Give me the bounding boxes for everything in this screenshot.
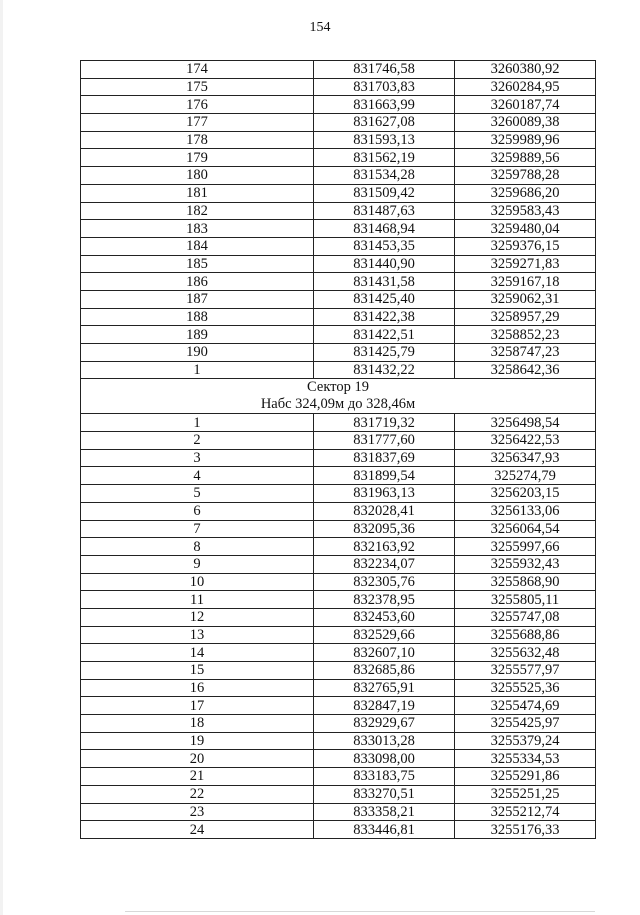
table-row [81, 96, 596, 114]
coordinate-y: 3255932,43 [455, 555, 596, 573]
coordinate-y: 3255291,86 [455, 768, 596, 786]
coordinate-y: 3259889,56 [455, 149, 596, 167]
table-row [81, 131, 596, 149]
table-row [81, 750, 596, 768]
point-number: 188 [81, 308, 314, 326]
table-row [81, 538, 596, 556]
point-number: 21 [81, 768, 314, 786]
coordinate-x: 833358,21 [314, 803, 455, 821]
table-row [81, 573, 596, 591]
coordinate-y: 3259167,18 [455, 273, 596, 291]
coordinate-x: 831422,51 [314, 326, 455, 344]
coordinate-x: 831963,13 [314, 485, 455, 503]
point-number: 11 [81, 591, 314, 609]
coordinate-y: 3259686,20 [455, 184, 596, 202]
table-row [81, 732, 596, 750]
table-row [81, 644, 596, 662]
coordinate-y: 3256203,15 [455, 485, 596, 503]
point-number: 3 [81, 449, 314, 467]
table-row [81, 785, 596, 803]
table-row [81, 467, 596, 485]
table-row [81, 449, 596, 467]
coordinate-y: 3255868,90 [455, 573, 596, 591]
table-row [81, 768, 596, 786]
coordinate-x: 832378,95 [314, 591, 455, 609]
coordinate-x: 833013,28 [314, 732, 455, 750]
point-number: 22 [81, 785, 314, 803]
point-number: 14 [81, 644, 314, 662]
table-row [81, 821, 596, 839]
table-row [81, 167, 596, 185]
coordinate-y: 3255212,74 [455, 803, 596, 821]
table-row [81, 202, 596, 220]
point-number: 187 [81, 290, 314, 308]
point-number: 1 [81, 361, 314, 379]
coordinate-x: 832028,41 [314, 502, 455, 520]
point-number: 23 [81, 803, 314, 821]
coordinate-x: 831663,99 [314, 96, 455, 114]
coordinate-y: 3259376,15 [455, 237, 596, 255]
coordinates-rows-after [81, 414, 596, 839]
table-row [81, 608, 596, 626]
section-header-row [81, 379, 596, 414]
point-number: 13 [81, 626, 314, 644]
coordinate-x: 831593,13 [314, 131, 455, 149]
coordinate-x: 832929,67 [314, 715, 455, 733]
coordinate-y: 3258957,29 [455, 308, 596, 326]
point-number: 174 [81, 61, 314, 79]
section-title: Сектор 19 [307, 379, 369, 396]
table-row [81, 432, 596, 450]
coordinate-x: 832234,07 [314, 555, 455, 573]
table-row [81, 273, 596, 291]
coordinate-x: 831453,35 [314, 237, 455, 255]
point-number: 186 [81, 273, 314, 291]
table-row [81, 803, 596, 821]
coordinate-y: 3255525,36 [455, 679, 596, 697]
coordinate-y: 3258642,36 [455, 361, 596, 379]
coordinate-x: 831422,38 [314, 308, 455, 326]
coordinate-x: 831703,83 [314, 78, 455, 96]
coordinates-rows-before [81, 61, 596, 379]
point-number: 9 [81, 555, 314, 573]
table-row [81, 414, 596, 432]
table-row [81, 114, 596, 132]
coordinate-y: 3255379,24 [455, 732, 596, 750]
table-row [81, 326, 596, 344]
point-number: 8 [81, 538, 314, 556]
coordinate-y: 3259989,96 [455, 131, 596, 149]
table-row [81, 184, 596, 202]
coordinate-x: 831562,19 [314, 149, 455, 167]
coordinate-y: 3256498,54 [455, 414, 596, 432]
coordinate-y: 3260380,92 [455, 61, 596, 79]
point-number: 185 [81, 255, 314, 273]
point-number: 1 [81, 414, 314, 432]
coordinate-x: 831468,94 [314, 220, 455, 238]
coordinate-x: 831837,69 [314, 449, 455, 467]
table-row [81, 78, 596, 96]
table-row [81, 555, 596, 573]
table-row [81, 149, 596, 167]
coordinate-x: 831509,42 [314, 184, 455, 202]
coordinate-x: 832765,91 [314, 679, 455, 697]
point-number: 190 [81, 344, 314, 362]
table-row [81, 237, 596, 255]
coordinate-x: 832453,60 [314, 608, 455, 626]
point-number: 5 [81, 485, 314, 503]
coordinate-y: 3258852,23 [455, 326, 596, 344]
point-number: 12 [81, 608, 314, 626]
point-number: 20 [81, 750, 314, 768]
table-row [81, 485, 596, 503]
coordinate-x: 832847,19 [314, 697, 455, 715]
coordinate-y: 3255176,33 [455, 821, 596, 839]
table-row [81, 290, 596, 308]
coordinate-y: 3259583,43 [455, 202, 596, 220]
section-header [81, 379, 596, 414]
coordinate-y: 3255577,97 [455, 662, 596, 680]
point-number: 7 [81, 520, 314, 538]
table-row [81, 591, 596, 609]
coordinate-x: 831440,90 [314, 255, 455, 273]
point-number: 2 [81, 432, 314, 450]
point-number: 15 [81, 662, 314, 680]
coordinate-y: 3259788,28 [455, 167, 596, 185]
coordinate-y: 3255334,53 [455, 750, 596, 768]
point-number: 6 [81, 502, 314, 520]
coordinate-x: 832685,86 [314, 662, 455, 680]
coordinate-x: 833098,00 [314, 750, 455, 768]
table-row [81, 697, 596, 715]
coordinate-x: 831627,08 [314, 114, 455, 132]
coordinate-y: 3255474,69 [455, 697, 596, 715]
coordinate-y: 3259062,31 [455, 290, 596, 308]
coordinate-y: 3260187,74 [455, 96, 596, 114]
table-row [81, 626, 596, 644]
point-number: 182 [81, 202, 314, 220]
table-row [81, 679, 596, 697]
table-row [81, 308, 596, 326]
coordinate-y: 3256347,93 [455, 449, 596, 467]
coordinate-x: 833446,81 [314, 821, 455, 839]
coordinate-y: 3258747,23 [455, 344, 596, 362]
coordinate-x: 833183,75 [314, 768, 455, 786]
point-number: 19 [81, 732, 314, 750]
coordinate-x: 831431,58 [314, 273, 455, 291]
section-header-group [81, 379, 596, 414]
coordinate-y: 3259480,04 [455, 220, 596, 238]
coordinate-y: 3255997,66 [455, 538, 596, 556]
section-subtitle: Набс 324,09м до 328,46м [260, 396, 416, 413]
coordinate-y: 3255805,11 [455, 591, 596, 609]
table-row [81, 715, 596, 733]
table-row [81, 344, 596, 362]
table-row [81, 502, 596, 520]
coordinate-x: 832607,10 [314, 644, 455, 662]
table-row [81, 361, 596, 379]
point-number: 178 [81, 131, 314, 149]
coordinate-x: 831719,32 [314, 414, 455, 432]
coordinate-x: 832529,66 [314, 626, 455, 644]
coordinate-y: 3260089,38 [455, 114, 596, 132]
coordinate-y: 325274,79 [455, 467, 596, 485]
coordinate-y: 3256064,54 [455, 520, 596, 538]
table-row [81, 662, 596, 680]
point-number: 16 [81, 679, 314, 697]
coordinate-y: 3255688,86 [455, 626, 596, 644]
point-number: 4 [81, 467, 314, 485]
point-number: 177 [81, 114, 314, 132]
coordinate-y: 3259271,83 [455, 255, 596, 273]
table-row [81, 520, 596, 538]
coordinate-y: 3255747,08 [455, 608, 596, 626]
coordinate-y: 3255251,25 [455, 785, 596, 803]
coordinate-x: 832095,36 [314, 520, 455, 538]
point-number: 180 [81, 167, 314, 185]
point-number: 189 [81, 326, 314, 344]
table-row [81, 255, 596, 273]
coordinate-x: 831425,79 [314, 344, 455, 362]
table-row [81, 220, 596, 238]
point-number: 17 [81, 697, 314, 715]
point-number: 184 [81, 237, 314, 255]
coordinate-x: 831899,54 [314, 467, 455, 485]
point-number: 179 [81, 149, 314, 167]
coordinate-x: 831425,40 [314, 290, 455, 308]
coordinate-x: 831534,28 [314, 167, 455, 185]
point-number: 18 [81, 715, 314, 733]
coordinate-y: 3260284,95 [455, 78, 596, 96]
coordinate-y: 3255425,97 [455, 715, 596, 733]
scan-edge-line [125, 911, 595, 912]
point-number: 24 [81, 821, 314, 839]
table-row [81, 61, 596, 79]
point-number: 10 [81, 573, 314, 591]
coordinate-y: 3256133,06 [455, 502, 596, 520]
point-number: 175 [81, 78, 314, 96]
coordinates-table [80, 60, 596, 839]
page-number: 154 [309, 20, 331, 35]
coordinate-x: 831746,58 [314, 61, 455, 79]
coordinate-x: 833270,51 [314, 785, 455, 803]
coordinate-y: 3255632,48 [455, 644, 596, 662]
coordinate-x: 831777,60 [314, 432, 455, 450]
point-number: 181 [81, 184, 314, 202]
scan-edge [0, 0, 3, 915]
point-number: 176 [81, 96, 314, 114]
coordinate-y: 3256422,53 [455, 432, 596, 450]
point-number: 183 [81, 220, 314, 238]
coordinate-x: 831432,22 [314, 361, 455, 379]
coordinate-x: 832163,92 [314, 538, 455, 556]
coordinate-x: 831487,63 [314, 202, 455, 220]
coordinate-x: 832305,76 [314, 573, 455, 591]
